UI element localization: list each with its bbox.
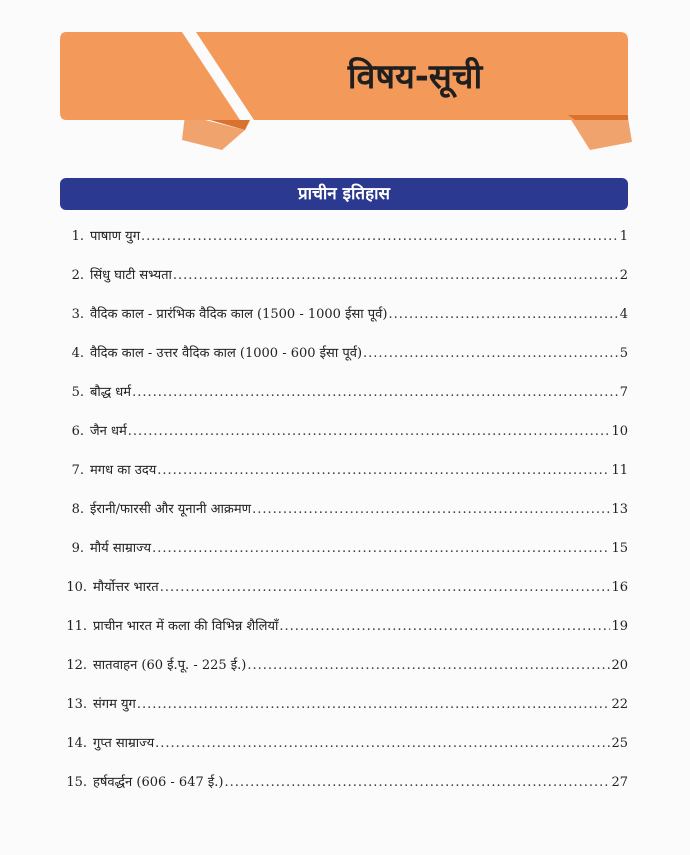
toc-entry[interactable] [60,376,628,415]
toc-entry-page-number: 10 [611,424,628,439]
toc-entry-number: 3. [71,307,84,322]
toc-entry-page-number: 1 [619,229,628,244]
toc-entry-number: 10. [66,580,87,595]
toc-entry-number: 12. [66,658,87,673]
toc-entry[interactable] [60,415,628,454]
dot-leader [173,268,619,283]
dot-leader [224,775,610,790]
toc-entry-title: प्राचीन भारत में कला की विभिन्न शैलियाँ [93,619,279,634]
toc-entry-title: सातवाहन (60 ई.पू. - 225 ई.) [93,658,247,673]
toc-entry-title: बौद्ध धर्म [90,385,132,400]
dot-leader [363,346,619,361]
toc-entry-title: गुप्त साम्राज्य [93,736,155,751]
toc-entry-number: 13. [66,697,87,712]
table-of-contents [60,220,628,805]
toc-entry[interactable] [60,337,628,376]
section-header: प्राचीन इतिहास [60,178,628,210]
dot-leader [137,697,611,712]
toc-entry-page-number: 4 [619,307,628,322]
dot-leader [279,619,610,634]
toc-entry-title: पाषाण युग [90,229,141,244]
toc-entry-number: 15. [66,775,87,790]
dot-leader [157,463,610,478]
dot-leader [128,424,611,439]
toc-entry-number: 11. [66,619,87,634]
toc-entry[interactable] [60,649,628,688]
dot-leader [160,580,611,595]
toc-entry[interactable] [60,766,628,805]
page-title: विषय-सूची [347,57,483,97]
dot-leader [155,736,610,751]
banner-fold-right [568,115,628,120]
toc-entry-number: 2. [71,268,84,283]
toc-entry-number: 4. [71,346,84,361]
dot-leader [252,502,610,517]
toc-entry[interactable] [60,493,628,532]
toc-entry[interactable] [60,571,628,610]
banner-right-tail [568,115,632,150]
toc-entry-title: वैदिक काल - उत्तर वैदिक काल (1000 - 600 ईसा पूर्व) [90,346,363,361]
toc-entry-title: वैदिक काल - प्रारंभिक वैदिक काल (1500 - 1000 ईसा पूर्व) [90,307,388,322]
toc-entry-number: 1. [71,229,84,244]
toc-entry-page-number: 19 [611,619,628,634]
dot-leader [247,658,610,673]
toc-entry-page-number: 11 [611,463,628,478]
toc-entry-number: 6. [71,424,84,439]
toc-entry-page-number: 16 [611,580,628,595]
toc-entry-page-number: 13 [611,502,628,517]
toc-entry-title: मौर्य साम्राज्य [90,541,152,556]
toc-entry[interactable] [60,220,628,259]
toc-entry[interactable] [60,727,628,766]
toc-entry[interactable] [60,298,628,337]
toc-entry-page-number: 2 [619,268,628,283]
title-banner [0,0,690,160]
toc-entry[interactable] [60,259,628,298]
toc-entry-page-number: 22 [611,697,628,712]
toc-entry-number: 7. [71,463,84,478]
toc-entry-page-number: 5 [619,346,628,361]
toc-entry-title: मगध का उदय [90,463,157,478]
toc-entry-page-number: 25 [611,736,628,751]
toc-entry-title: जैन धर्म [90,424,127,439]
toc-entry-page-number: 20 [611,658,628,673]
toc-entry[interactable] [60,532,628,571]
toc-entry-number: 8. [71,502,84,517]
toc-entry-number: 14. [66,736,87,751]
toc-entry[interactable] [60,454,628,493]
toc-entry-page-number: 7 [619,385,628,400]
toc-entry-title: संगम युग [93,697,136,712]
toc-entry-number: 5. [71,385,84,400]
dot-leader [132,385,619,400]
dot-leader [152,541,610,556]
toc-entry-title: हर्षवर्द्धन (606 - 647 ई.) [93,775,224,790]
dot-leader [388,307,618,322]
toc-entry-title: मौर्योत्तर भारत [93,580,159,595]
toc-entry-number: 9. [71,541,84,556]
dot-leader [141,229,619,244]
toc-entry-title: ईरानी/फारसी और यूनानी आक्रमण [90,502,252,517]
toc-entry[interactable] [60,688,628,727]
toc-entry[interactable] [60,610,628,649]
toc-entry-title: सिंधु घाटी सभ्यता [90,268,172,283]
toc-entry-page-number: 15 [611,541,628,556]
toc-entry-page-number: 27 [611,775,628,790]
